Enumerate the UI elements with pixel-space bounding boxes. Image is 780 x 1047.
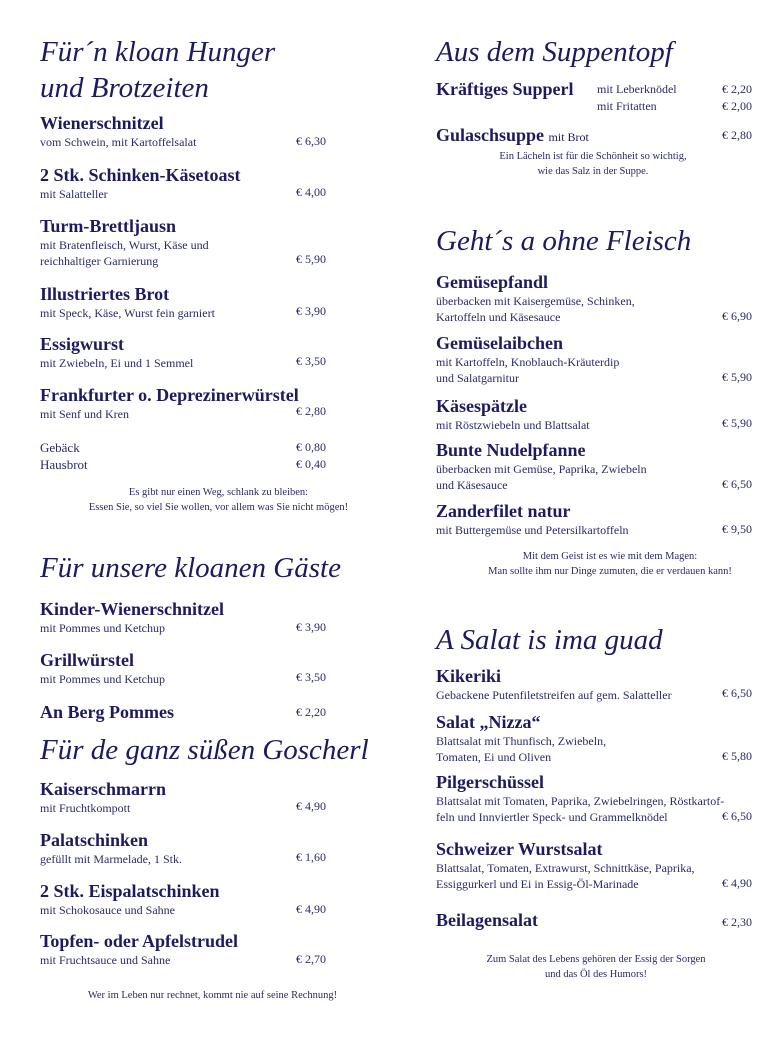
item-price: € 3,50 xyxy=(296,354,326,368)
menu-item xyxy=(40,701,385,723)
menu-item xyxy=(436,271,766,325)
item-name: Kikeriki xyxy=(436,666,502,686)
item-name: Beilagensalat xyxy=(436,910,538,930)
menu-item xyxy=(436,78,766,118)
menu-item xyxy=(40,829,385,867)
menu-item xyxy=(436,500,766,538)
item-description: mit Röstzwiebeln und Blattsalat xyxy=(436,418,590,432)
item-name: Käsespätzle xyxy=(436,396,527,416)
item-price: € 4,90 xyxy=(296,902,326,916)
menu-item xyxy=(436,665,766,703)
menu-item xyxy=(40,598,385,636)
menu-item xyxy=(436,395,766,433)
item-name: Gemüselaibchen xyxy=(436,333,564,353)
item-description: überbacken mit Kaisergemüse, Schinken, Kartoffeln und Käsesauce xyxy=(436,294,635,324)
item-name: An Berg Pommes xyxy=(40,702,174,722)
item-description: mit Fruchtkompott xyxy=(40,801,131,815)
soup-option-price: € 2,20 xyxy=(722,82,752,96)
item-description: Blattsalat mit Tomaten, Paprika, Zwiebelringen, Röstkartof- feln und Innviertler Speck- und Grammelknödel xyxy=(436,794,725,824)
quote: Wer im Leben nur rechnet, kommt nie auf seine Rechnung! xyxy=(87,990,338,1001)
item-description: Blattsalat mit Thunfisch, Zwiebeln, Tomaten, Ei und Oliven xyxy=(436,734,607,764)
quote: Zum Salat des Lebens gehören der Essig der Sorgen und das Öl des Humors! xyxy=(486,954,706,980)
item-name: Gemüsepfandl xyxy=(436,272,549,292)
menu-item xyxy=(40,649,385,687)
item-name: Illustriertes Brot xyxy=(40,284,170,304)
section-title-salad: A Salat is ima guad xyxy=(436,624,663,656)
extra-item xyxy=(40,456,385,473)
item-name: Frankfurter o. Deprezinerwürstel xyxy=(40,385,299,405)
item-description: überbacken mit Gemüse, Paprika, Zwiebeln und Käsesauce xyxy=(436,462,647,492)
item-price: € 5,90 xyxy=(296,252,326,266)
item-price: € 4,90 xyxy=(296,799,326,813)
item-description: mit Pommes und Ketchup xyxy=(40,672,165,686)
soup-option-label: mit Leberknödel xyxy=(597,82,677,96)
item-price: € 5,80 xyxy=(722,749,752,763)
menu-item xyxy=(40,930,385,968)
item-name: Grillwürstel xyxy=(40,650,134,670)
item-price: € 6,30 xyxy=(296,134,326,148)
item-description: mit Senf und Kren xyxy=(40,407,129,421)
item-name: Essigwurst xyxy=(40,334,125,354)
quote: Mit dem Geist ist es wie mit dem Magen: Man sollte ihm nur Dinge zumuten, die er verdauen kann! xyxy=(488,551,732,577)
item-name: Turm-Brettljausn xyxy=(40,216,177,236)
item-name: Zanderfilet natur xyxy=(436,501,571,521)
item-name: 2 Stk. Eispalatschinken xyxy=(40,881,220,901)
item-price: € 2,80 xyxy=(722,128,752,142)
extra-price: € 0,80 xyxy=(296,440,326,454)
item-name: Bunte Nudelpfanne xyxy=(436,440,586,460)
extra-name: Gebäck xyxy=(40,440,80,455)
item-description: mit Speck, Käse, Wurst fein garniert xyxy=(40,306,215,320)
menu-item xyxy=(436,332,766,386)
item-description: Blattsalat, Tomaten, Extrawurst, Schnittkäse, Paprika, Essiggurkerl und Ei in Essig-Öl-Marinade xyxy=(436,861,695,891)
item-name-text: Gulaschsuppe xyxy=(436,125,545,145)
item-description: mit Salatteller xyxy=(40,187,108,201)
item-price: € 6,50 xyxy=(722,809,752,823)
menu-item xyxy=(40,778,385,816)
item-description: vom Schwein, mit Kartoffelsalat xyxy=(40,135,197,149)
item-price: € 9,50 xyxy=(722,522,752,536)
item-name xyxy=(436,124,766,148)
section-title-kids: Für unsere kloanen Gäste xyxy=(40,552,341,584)
section-title-veg: Geht´s a ohne Fleisch xyxy=(436,225,692,257)
menu-item xyxy=(40,333,385,371)
item-name: Schweizer Wurstsalat xyxy=(436,839,603,859)
item-name-text: Kräftiges Supperl xyxy=(436,79,574,99)
quote: Es gibt nur einen Weg, schlank zu bleiben: Essen Sie, so viel Sie wollen, vor allem was Sie nicht mögen! xyxy=(88,487,349,513)
item-price: € 2,20 xyxy=(296,705,326,719)
item-name: Kinder-Wienerschnitzel xyxy=(40,599,224,619)
menu-item xyxy=(436,439,766,493)
item-name: Palatschinken xyxy=(40,830,149,850)
item-name: Topfen- oder Apfelstrudel xyxy=(40,931,239,951)
extra-name: Hausbrot xyxy=(40,457,88,472)
item-description: mit Bratenfleisch, Wurst, Käse und reichhaltiger Garnierung xyxy=(40,238,209,268)
menu-item xyxy=(40,112,385,150)
item-description: mit Schokosauce und Sahne xyxy=(40,903,175,917)
item-price: € 4,90 xyxy=(722,876,752,890)
item-price: € 3,90 xyxy=(296,304,326,318)
item-name: Pilgerschüssel xyxy=(436,772,544,792)
item-price: € 2,70 xyxy=(296,952,326,966)
soup-option-price: € 2,00 xyxy=(722,99,752,113)
item-name: 2 Stk. Schinken-Käsetoast xyxy=(40,165,241,185)
item-price: € 2,30 xyxy=(722,915,752,929)
item-name: Kaiserschmarrn xyxy=(40,779,166,799)
item-price: € 3,50 xyxy=(296,670,326,684)
item-price: € 1,60 xyxy=(296,850,326,864)
item-price: € 6,90 xyxy=(722,309,752,323)
menu-item xyxy=(40,283,385,321)
item-description: Gebackene Putenfiletstreifen auf gem. Salatteller xyxy=(436,688,672,702)
item-description: mit Pommes und Ketchup xyxy=(40,621,165,635)
menu-item xyxy=(40,164,385,202)
section-title-hunger: Für´n kloan Hunger und Brotzeiten xyxy=(40,36,276,104)
item-price: € 2,80 xyxy=(296,404,326,418)
menu-item xyxy=(436,711,766,765)
item-name: Salat „Nizza“ xyxy=(436,712,541,732)
menu-item xyxy=(40,880,385,918)
item-price: € 6,50 xyxy=(722,477,752,491)
item-price: € 6,50 xyxy=(722,686,752,700)
menu-item xyxy=(436,771,766,825)
item-price: € 5,90 xyxy=(722,416,752,430)
menu-item xyxy=(40,215,385,269)
item-description: mit Zwiebeln, Ei und 1 Semmel xyxy=(40,356,194,370)
menu-item xyxy=(436,909,766,931)
item-description: gefüllt mit Marmelade, 1 Stk. xyxy=(40,852,182,866)
menu-item xyxy=(40,384,385,422)
item-name: Wienerschnitzel xyxy=(40,113,164,133)
extra-item xyxy=(40,439,385,456)
item-description: mit Fruchtsauce und Sahne xyxy=(40,953,171,967)
item-price: € 5,90 xyxy=(722,370,752,384)
menu-item xyxy=(436,124,766,148)
item-price: € 3,90 xyxy=(296,620,326,634)
menu-item xyxy=(436,838,766,892)
section-title-soup: Aus dem Suppentopf xyxy=(436,36,673,68)
extra-price: € 0,40 xyxy=(296,457,326,471)
item-description: mit Brot xyxy=(548,130,589,144)
item-description: mit Kartoffeln, Knoblauch-Kräuterdip und Salatgarnitur xyxy=(436,355,620,385)
item-description: mit Buttergemüse und Petersilkartoffeln xyxy=(436,523,629,537)
section-title-sweets: Für de ganz süßen Goscherl xyxy=(40,734,369,766)
item-price: € 4,00 xyxy=(296,185,326,199)
quote: Ein Lächeln ist für die Schönheit so wichtig, wie das Salz in der Suppe. xyxy=(499,151,687,177)
soup-option-label: mit Fritatten xyxy=(597,99,657,113)
